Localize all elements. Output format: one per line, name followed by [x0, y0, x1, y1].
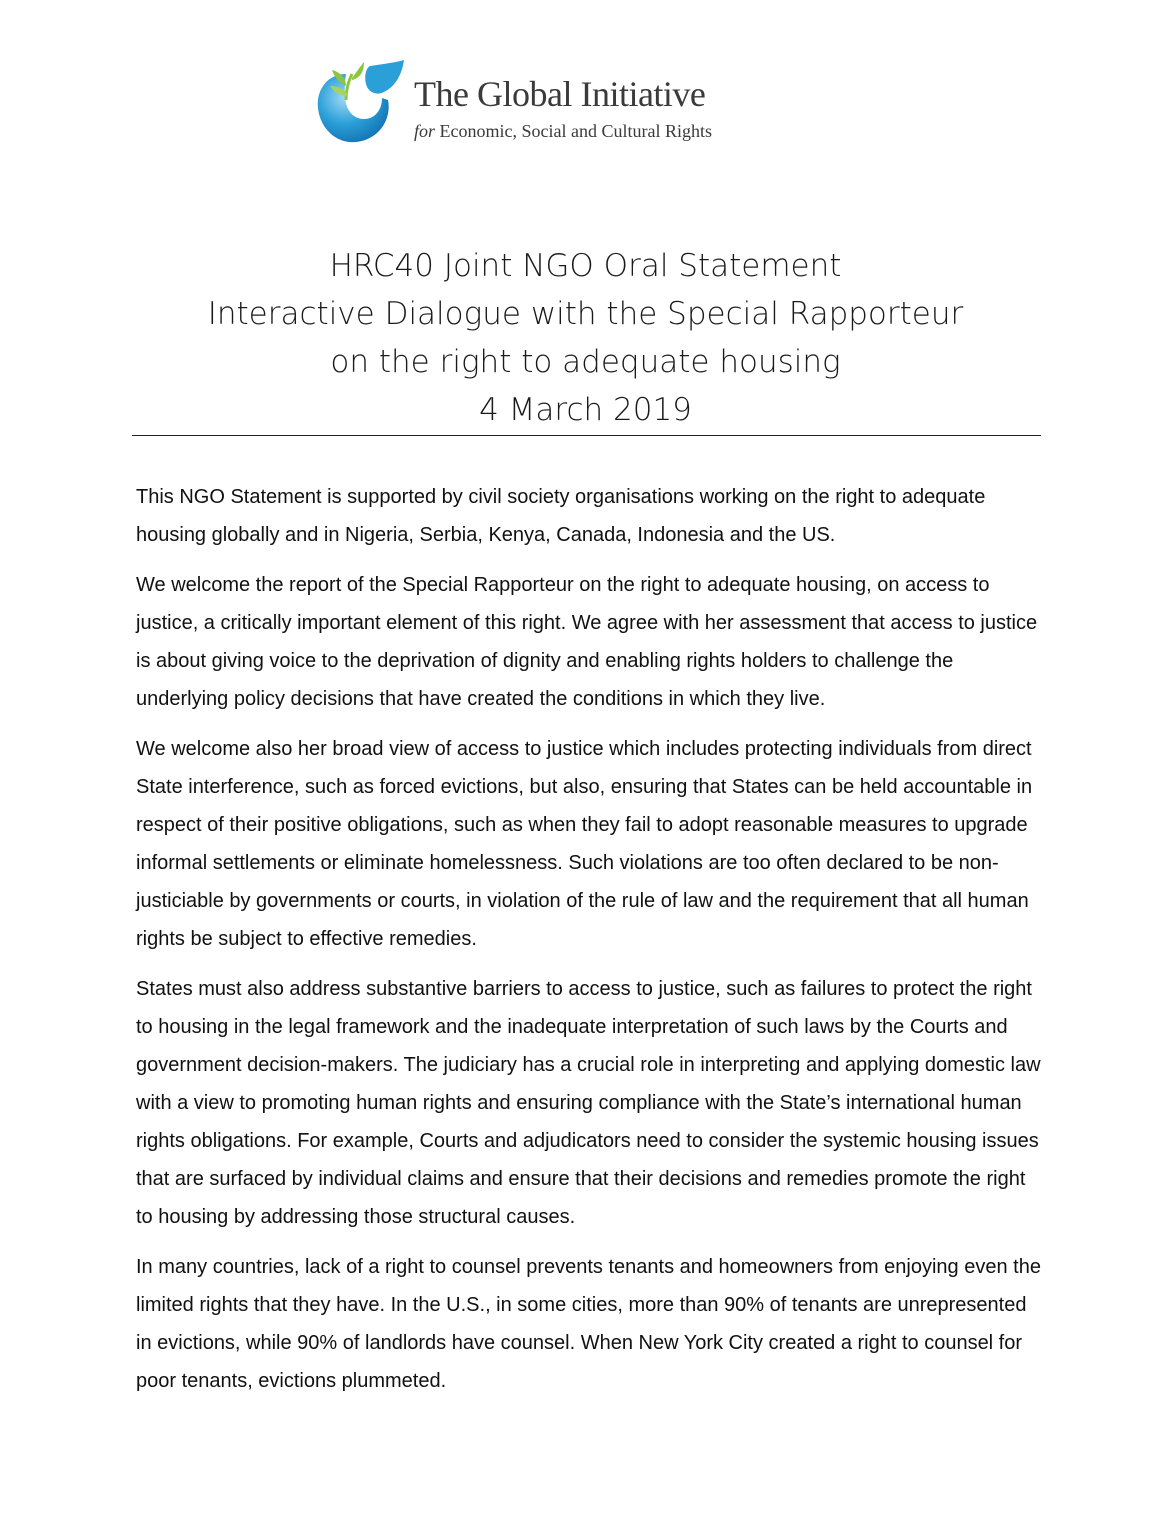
paragraph: In many countries, lack of a right to counsel prevents tenants and homeowners from enjoying even the limited rights that they have. In the U.S., in some cities, more than 90% of tenants are unrepresented in evictions, while 90% of landlords have counsel. When New York City created a right to counsel for poor tenants, evictions plummeted.: [136, 1256, 1041, 1392]
organization-logo: [312, 52, 722, 152]
title-line: on the right to adequate housing: [330, 344, 841, 380]
paragraph: This NGO Statement is supported by civil society organisations working on the right to adequate housing globally and in Nigeria, Serbia, Kenya, Canada, Indonesia and the US.: [136, 486, 986, 546]
logo-title: The Global Initiative: [414, 74, 706, 114]
logo-subtitle: for Economic, Social and Cultural Rights: [414, 121, 712, 141]
title-line: Interactive Dialogue with the Special Rapporteur: [207, 296, 964, 332]
paragraph: We welcome also her broad view of access to justice which includes protecting individuals from direct State interference, such as forced evictions, but also, ensuring that States can be held accountable in respect of their positive obligations, such as when they fail to adopt reasonable measures to upgrade informal settlements or eliminate homelessness. Such violations are too often declared to be non-justiciable by governments or courts, in violation of the rule of law and the requirement that all human rights be subject to effective remedies.: [136, 738, 1033, 950]
paragraph: States must also address substantive barriers to access to justice, such as failures to protect the right to housing in the legal framework and the inadequate interpretation of such laws by the Courts and government decision-makers. The judiciary has a crucial role in interpreting and applying domestic law with a view to promoting human rights and ensuring compliance with the State’s international human rights obligations. For example, Courts and adjudicators need to consider the systemic housing issues that are surfaced by individual claims and ensure that their decisions and remedies promote the right to housing by addressing those structural causes.: [136, 978, 1041, 1228]
globe-sprout-icon: [312, 56, 408, 148]
statement-body: [136, 478, 1041, 1412]
title-date: 4 March 2019: [479, 392, 692, 428]
document-title: [130, 242, 1041, 434]
paragraph: We welcome the report of the Special Rapporteur on the right to adequate housing, on access to justice, a critically important element of this right. We agree with her assessment that access to justice is about giving voice to the deprivation of dignity and enabling rights holders to challenge the underlying policy decisions that have created the conditions in which they live.: [136, 574, 1038, 710]
title-line: HRC40 Joint NGO Oral Statement: [329, 248, 842, 284]
title-divider: [132, 435, 1041, 436]
